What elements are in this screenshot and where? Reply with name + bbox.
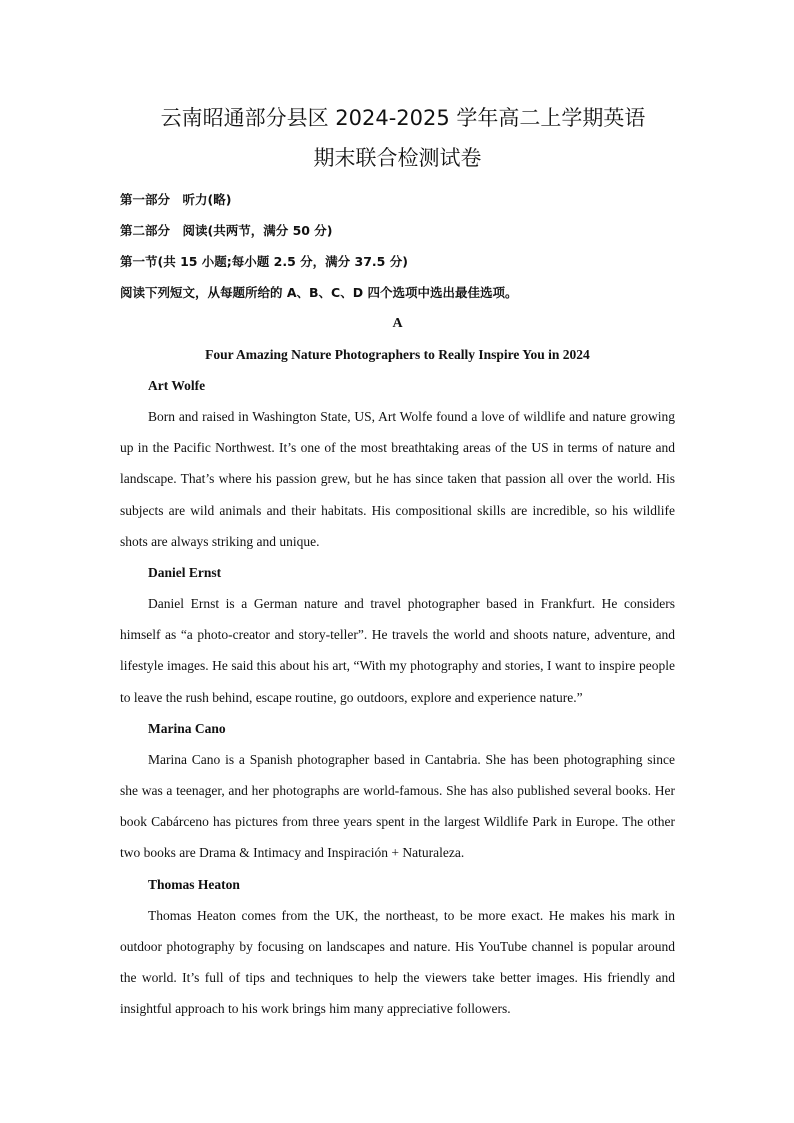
part1-heading: 第一部分 听力(略) [120, 192, 232, 207]
photographer-section-art-wolfe [120, 370, 675, 557]
photographer-paragraph: Daniel Ernst is a German nature and travel photographer based in Frankfurt. He considers himself as “a photo-creator and story-teller”. He travels the world and shoots nature, adventure, and lifestyle images. He said this about his art, “With my photography and stories, I want to inspire people to leave the rush behind, escape routine, go outdoors, explore and experience nature.” [120, 596, 675, 705]
exam-title-line2: 期末联合检测试卷 [313, 146, 482, 170]
passage-letter: A [392, 316, 403, 331]
photographer-name: Art Wolfe [148, 378, 206, 393]
photographer-paragraph: Born and raised in Washington State, US, Art Wolfe found a love of wildlife and nature growing up in the Pacific Northwest. It’s one of the most breathtaking areas of the US in terms of nature and landscape. That’s where his passion grew, but he has since taken that passion all over the world. His subjects are wild animals and their habitats. His compositional skills are incredible, so his wildlife shots are always striking and unique. [120, 409, 675, 549]
photographer-paragraph: Marina Cano is a Spanish photographer based in Cantabria. She has been photographing since she was a teenager, and her photographs are world-famous. She has also published several books. Her book Cabárceno has pictures from three years spent in the largest Wildlife Park in Europe. The other two books are Drama & Intimacy and Inspiración + Naturaleza. [120, 751, 675, 861]
reading-directions: 阅读下列短文，从每题所给的 A、B、C、D 四个选项中选出最佳选项。 [120, 285, 518, 300]
photographer-name: Marina Cano [148, 720, 226, 736]
exam-title-line1: 云南昭通部分县区 2024-2025 学年高二上学期英语 [160, 106, 646, 130]
photographer-paragraph: Thomas Heaton comes from the UK, the northeast, to be more exact. He makes his mark in outdoor photography by focusing on landscapes and nature. His YouTube channel is popular around the world. It’s full of tips and techniques to help the viewers take better images. His friendly and insightful approach to his work brings him many appreciative followers. [120, 907, 675, 1017]
photographer-name: Thomas Heaton [148, 876, 240, 892]
passage-title: Four Amazing Nature Photographers to Really Inspire You in 2024 [205, 347, 590, 362]
photographer-section-thomas-heaton [120, 869, 675, 1025]
photographer-section-daniel-ernst [120, 557, 675, 713]
photographer-section-marina-cano [120, 713, 675, 869]
exam-page [120, 98, 675, 1024]
photographer-name: Daniel Ernst [148, 565, 222, 581]
section1-heading: 第一节(共 15 小题;每小题 2.5 分，满分 37.5 分) [120, 254, 408, 269]
part2-heading: 第二部分 阅读(共两节，满分 50 分) [120, 223, 333, 238]
